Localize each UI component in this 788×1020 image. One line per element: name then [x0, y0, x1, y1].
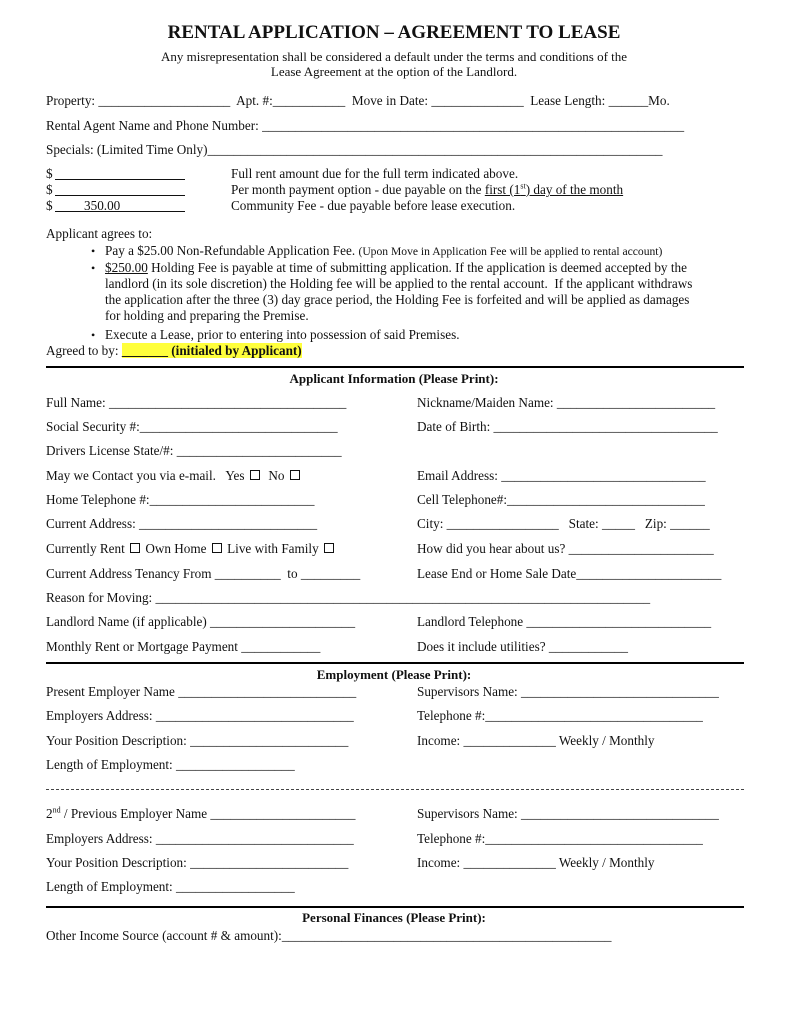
fee-desc-3: Community Fee - due payable before lease execution. — [231, 198, 516, 213]
employment-length-field[interactable]: Length of Employment: __________________ — [46, 757, 295, 772]
previous-supervisor-name-field[interactable]: Supervisors Name: ______________________________ — [417, 806, 719, 821]
agree-item-execute-lease: Execute a Lease, prior to entering into possession of said Premises. — [105, 327, 460, 342]
bullet-icon: • — [91, 244, 96, 258]
agree-item-holding-fee-l2: landlord (in its sole discretion) the Holding fee will be applied to the rental account. If the applicant withdraws — [105, 276, 693, 291]
nickname-field[interactable]: Nickname/Maiden Name: ________________________ — [417, 395, 716, 410]
yes-checkbox[interactable] — [250, 470, 260, 480]
fee-amount-3-field[interactable] — [55, 197, 185, 212]
section-divider — [46, 906, 744, 908]
applicant-info-heading: Applicant Information (Please Print): — [289, 371, 499, 386]
residence-status-options: Currently Rent Own Home Live with Family — [46, 541, 336, 557]
previous-income-field[interactable]: Income: ______________ Weekly / Monthly — [417, 855, 655, 870]
dashed-divider — [46, 789, 744, 790]
other-income-field[interactable]: Other Income Source (account # & amount):__________________________________________________ — [46, 928, 612, 943]
email-field[interactable]: Email Address: _______________________________ — [417, 468, 706, 483]
intro-line-1: Any misrepresentation shall be considered a default under the terms and conditions of the — [160, 49, 628, 64]
fee-amount-2-field[interactable] — [55, 181, 185, 196]
lease-end-field[interactable]: Lease End or Home Sale Date______________________ — [417, 566, 722, 581]
landlord-telephone-field[interactable]: Landlord Telephone ____________________________ — [417, 614, 712, 629]
previous-employment-length-field[interactable]: Length of Employment: __________________ — [46, 879, 295, 894]
home-telephone-field[interactable]: Home Telephone #:_________________________ — [46, 492, 315, 507]
cell-telephone-field[interactable]: Cell Telephone#:______________________________ — [417, 492, 705, 507]
landlord-name-field[interactable]: Landlord Name (if applicable) ______________________ — [46, 614, 356, 629]
bullet-icon: • — [91, 261, 96, 275]
position-description-field[interactable]: Your Position Description: ________________________ — [46, 733, 349, 748]
fee-amount-3-value: 350.00 — [84, 198, 121, 213]
fee-desc-1: Full rent amount due for the full term indicated above. — [231, 166, 519, 181]
email-contact-question: May we Contact you via e-mail. Yes No — [46, 468, 302, 484]
present-employer-field[interactable]: Present Employer Name ___________________________ — [46, 684, 357, 699]
own-home-checkbox[interactable] — [212, 543, 222, 553]
page-title: RENTAL APPLICATION – AGREEMENT TO LEASE — [167, 22, 621, 43]
previous-employer-telephone-field[interactable]: Telephone #:_________________________________ — [417, 831, 703, 846]
previous-position-description-field[interactable]: Your Position Description: ________________________ — [46, 855, 349, 870]
personal-finances-heading: Personal Finances (Please Print): — [302, 910, 486, 925]
employment-heading: Employment (Please Print): — [316, 667, 472, 682]
live-with-family-checkbox[interactable] — [324, 543, 334, 553]
supervisor-name-field[interactable]: Supervisors Name: ______________________________ — [417, 684, 719, 699]
drivers-license-field[interactable]: Drivers License State/#: _________________________ — [46, 443, 342, 458]
agree-item-holding-fee-l1: $250.00 Holding Fee is payable at time of submitting application. If the application is deemed accepted by the — [105, 260, 687, 275]
ssn-field[interactable]: Social Security #:______________________________ — [46, 419, 338, 434]
section-divider — [46, 366, 744, 368]
city-state-zip-field[interactable]: City: _________________ State: _____ Zip: ______ — [417, 516, 710, 531]
bullet-icon: • — [91, 328, 96, 342]
fee-desc-2: Per month payment option - due payable on the first (1st) day of the month — [231, 181, 624, 197]
agree-item-holding-fee-l4: for holding and preparing the Premise. — [105, 308, 309, 323]
current-address-field[interactable]: Current Address: ___________________________ — [46, 516, 318, 531]
fee-dollar-3: $ — [46, 198, 53, 213]
fee-dollar-1: $ — [46, 166, 53, 181]
reason-for-moving-field[interactable]: Reason for Moving: ___________________________________________________________________________ — [46, 590, 651, 605]
previous-employer-field[interactable]: 2nd / Previous Employer Name ______________________ — [46, 805, 356, 821]
section-divider — [46, 662, 744, 664]
fee-dollar-2: $ — [46, 182, 53, 197]
property-line[interactable]: Property: ____________________ Apt. #:___________ Move in Date: ______________ Lease Length: ______Mo. — [46, 93, 670, 108]
referral-source-field[interactable]: How did you hear about us? ______________________ — [417, 541, 714, 556]
agree-item-application-fee: Pay a $25.00 Non-Refundable Application Fee. (Upon Move in Application Fee will be applied to rental account) — [105, 243, 663, 258]
rent-checkbox[interactable] — [130, 543, 140, 553]
employer-address-field[interactable]: Employers Address: ______________________________ — [46, 708, 354, 723]
agreed-to-by[interactable]: Agreed to by: _______ (initialed by Applicant) — [46, 343, 302, 358]
no-checkbox[interactable] — [290, 470, 300, 480]
intro-line-2: Lease Agreement at the option of the Landlord. — [270, 64, 518, 79]
agree-item-holding-fee-l3: the application after the three (3) day grace period, the Holding Fee is forfeited and will be applied as damages — [105, 292, 690, 307]
employer-telephone-field[interactable]: Telephone #:_________________________________ — [417, 708, 703, 723]
previous-employer-address-field[interactable]: Employers Address: ______________________________ — [46, 831, 354, 846]
fee-amount-1-field[interactable] — [55, 165, 185, 180]
dob-field[interactable]: Date of Birth: __________________________________ — [417, 419, 718, 434]
rental-agent-line[interactable]: Rental Agent Name and Phone Number: ________________________________________________________________ — [46, 118, 685, 133]
agrees-heading: Applicant agrees to: — [46, 226, 153, 241]
monthly-rent-field[interactable]: Monthly Rent or Mortgage Payment ____________ — [46, 639, 321, 654]
tenancy-dates-field[interactable]: Current Address Tenancy From __________ to _________ — [46, 566, 361, 581]
utilities-field[interactable]: Does it include utilities? ____________ — [417, 639, 628, 654]
specials-line[interactable]: Specials: (Limited Time Only)_____________________________________________________________________ — [46, 142, 663, 157]
full-name-field[interactable]: Full Name: ____________________________________ — [46, 395, 347, 410]
income-field[interactable]: Income: ______________ Weekly / Monthly — [417, 733, 655, 748]
